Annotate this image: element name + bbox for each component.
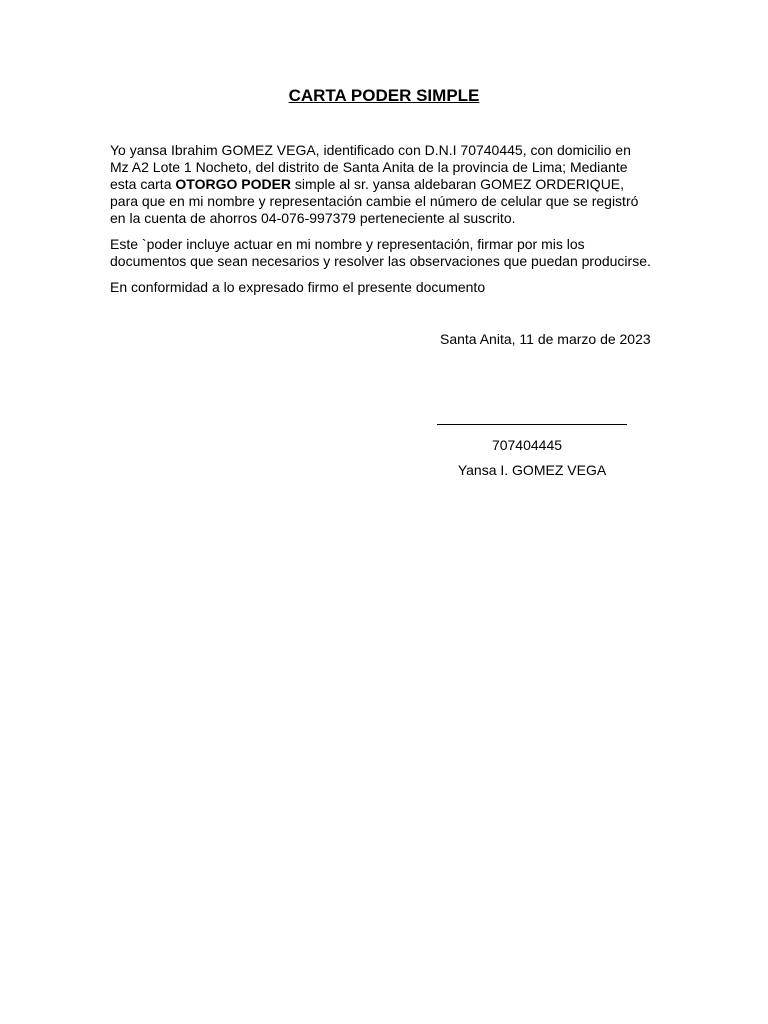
signature-line: [437, 424, 627, 425]
paragraph-scope: [110, 236, 670, 270]
otorgo-poder-emphasis: OTORGO PODER: [175, 176, 292, 192]
place-date: Santa Anita, 11 de marzo de 2023: [440, 331, 651, 347]
paragraph-scope-line-1: Este `poder incluye actuar en mi nombre y representación, firmar por mis los: [110, 236, 585, 252]
paragraph-grant-line-3-start: esta carta: [110, 176, 176, 192]
paragraph-grant-line-3: [110, 176, 670, 193]
signature-name: Yansa I. GOMEZ VEGA: [457, 462, 607, 478]
signature-dni: 707404445: [491, 437, 563, 453]
paragraph-scope-line-2: documentos que sean necesarios y resolver las observaciones que puedan producirse.: [110, 253, 651, 269]
paragraph-conformity: En conformidad a lo expresado firmo el presente documento: [110, 279, 486, 295]
paragraph-grant-line-2: Mz A2 Lote 1 Nocheto, del distrito de Santa Anita de la provincia de Lima; Mediante: [110, 159, 628, 175]
paragraph-grant-line-1: Yo yansa Ibrahim GOMEZ VEGA, identificado con D.N.I 70740445, con domicilio en: [110, 142, 631, 158]
paragraph-grant-line-4: para que en mi nombre y representación cambie el número de celular que se registró: [110, 193, 639, 209]
paragraph-grant: [110, 142, 670, 227]
paragraph-grant-line-5: en la cuenta de ahorros 04-076-997379 perteneciente al suscrito.: [110, 210, 516, 226]
paragraph-grant-line-3-end: simple al sr. yansa aldebaran GOMEZ ORDERIQUE,: [291, 176, 625, 192]
document-title: CARTA PODER SIMPLE: [288, 86, 480, 105]
